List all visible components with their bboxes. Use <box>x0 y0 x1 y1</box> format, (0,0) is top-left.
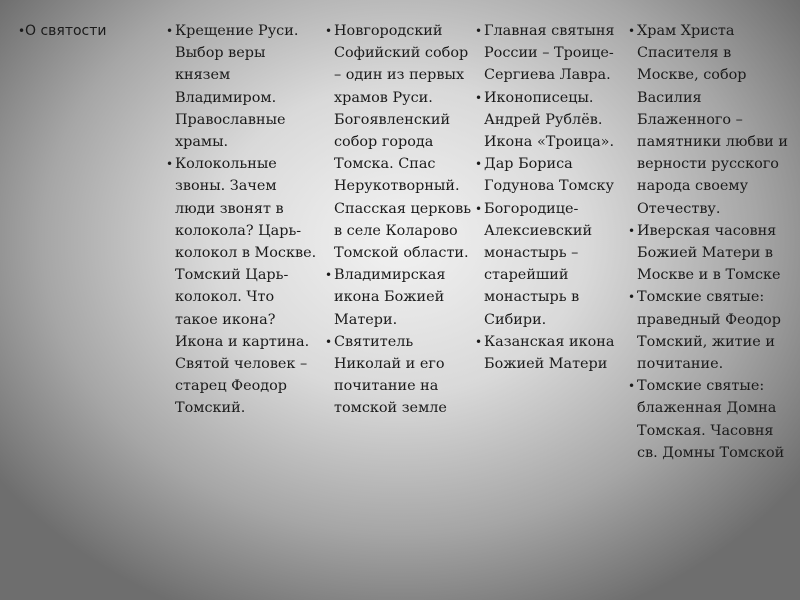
item-text: Богородице-Алексиевский монастырь – старейший монастырь в Сибири. <box>484 200 593 328</box>
column-4 <box>628 20 788 464</box>
bullet: • <box>18 24 26 38</box>
list-item <box>475 87 625 154</box>
list-item <box>325 331 473 420</box>
item-text: Крещение Руси. Выбор веры князем Владимиром. Православные храмы. <box>175 23 299 151</box>
item-text: Новгородский Софийский собор – один из первых храмов Руси. Богоявленский собор города Томска. Спас Нерукотворный. Спасская церковь в селе Коларово Томской области. <box>334 23 472 262</box>
list-item <box>475 198 625 331</box>
bullet: • <box>475 334 483 349</box>
item-text: Святитель Николай и его почитание на томской земле <box>334 333 447 417</box>
bullet: • <box>628 223 636 238</box>
list-item <box>628 375 788 464</box>
list-item <box>325 20 473 264</box>
item-text: Казанская икона Божией Матери <box>484 333 615 373</box>
column-1 <box>166 20 318 420</box>
item-text: Дар Бориса Годунова Томску <box>484 156 615 195</box>
list-item <box>325 264 473 331</box>
list-item <box>628 286 788 375</box>
bullet: • <box>475 201 483 216</box>
list-item <box>628 20 788 220</box>
list-item <box>475 20 625 87</box>
column-topic <box>18 20 148 42</box>
item-text: Томские святые: блаженная Домна Томская. Часовня св. Домны Томской <box>637 378 785 461</box>
list-item <box>18 20 148 42</box>
bullet: • <box>325 268 333 283</box>
bullet: • <box>628 290 636 305</box>
list-item <box>475 331 625 375</box>
bullet: • <box>166 157 174 172</box>
bullet: • <box>325 334 333 349</box>
item-text: Храм Христа Спасителя в Москве, собор Василия Блаженного – памятники любви и верности русского народа своему Отечеству. <box>637 23 788 217</box>
column-2 <box>325 20 473 420</box>
list-item <box>166 153 318 419</box>
bullet: • <box>166 24 174 38</box>
list-item <box>166 20 318 153</box>
item-text: Томские святые: праведный Феодор Томский, житие и почитание. <box>637 289 781 373</box>
bullet: • <box>475 24 483 38</box>
list-item <box>475 153 625 197</box>
item-text: О святости <box>25 23 107 39</box>
bullet: • <box>628 379 636 394</box>
bullet: • <box>628 24 636 38</box>
item-text: Главная святыня России – Троице-Сергиева Лавра. <box>484 23 615 84</box>
item-text: Владимирская икона Божией Матери. <box>334 267 446 328</box>
item-text: Иконописецы. Андрей Рублёв. Икона «Троица». <box>484 89 615 151</box>
list-item <box>628 220 788 287</box>
bullet: • <box>325 24 333 38</box>
item-text: Иверская часовня Божией Матери в Москве и в Томске <box>637 222 781 284</box>
bullet: • <box>475 90 483 105</box>
bullet: • <box>475 157 483 172</box>
item-text: Колокольные звоны. Зачем люди звонят в колокола? Царь-колокол в Москве. Томский Царь-колокол. Что такое икона? Икона и картина. Святой человек – старец Феодор Томский. <box>175 156 317 417</box>
column-3 <box>475 20 625 375</box>
